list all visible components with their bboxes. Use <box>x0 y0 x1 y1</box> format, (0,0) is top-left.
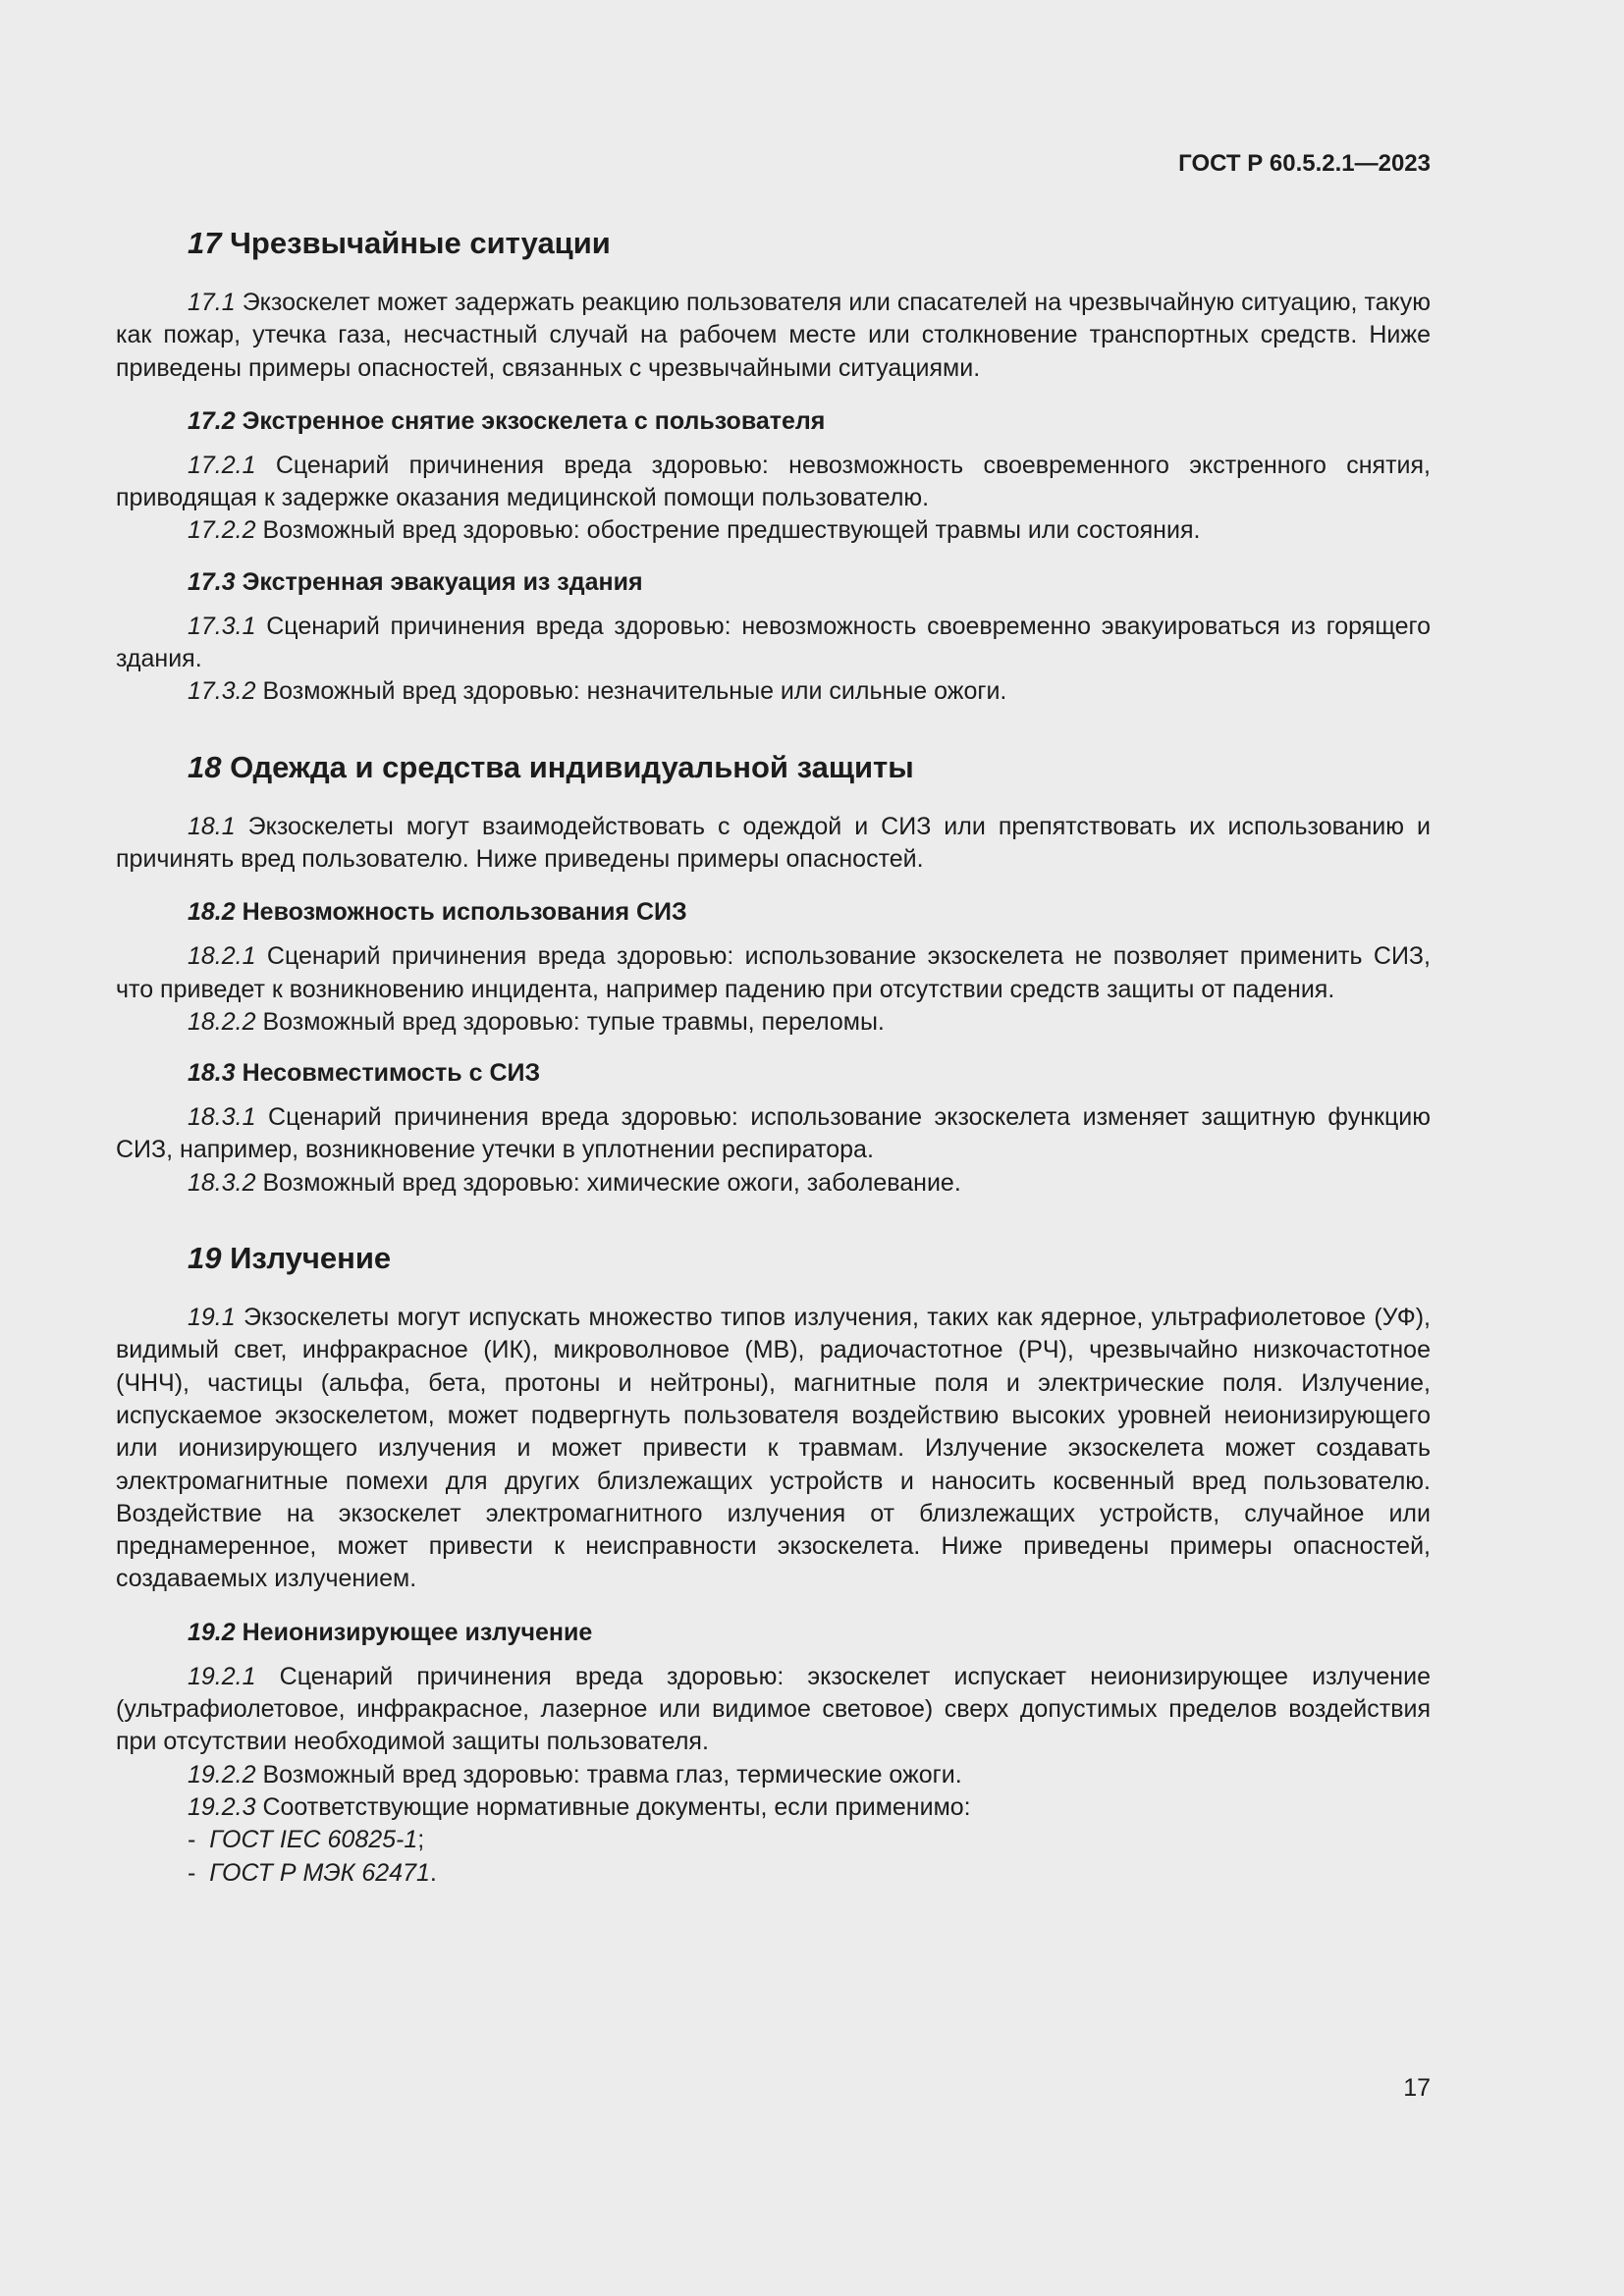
list-punctuation: . <box>429 1858 437 1887</box>
subsection-17-2-heading <box>188 404 1431 438</box>
standard-reference: ГОСТ IEC 60825-1 <box>209 1826 418 1854</box>
subsection-number: 17.3 <box>188 567 236 596</box>
subsection-number: 18.3 <box>188 1059 236 1088</box>
paragraph-18-3-2 <box>116 1167 1431 1200</box>
section-number: 18 <box>188 749 222 784</box>
clause-text: Возможный вред здоровью: тупые травмы, переломы. <box>262 1007 885 1036</box>
paragraph-18-3-1 <box>116 1101 1431 1167</box>
clause-text: Экзоскелет может задержать реакцию пользователя или спасателей на чрезвычайную ситуацию, такую как пожар, утечка газа, несчастный случай на рабочем месте или столкновение транспортных средств. Ниже приведены примеры опасностей, связанных с чрезвычайными ситуациями. <box>116 289 1431 382</box>
clause-text: Возможный вред здоровью: обострение предшествующей травмы или состояния. <box>262 516 1201 545</box>
page-number: 17 <box>1403 2074 1431 2102</box>
subsection-title: Экстренное снятие экзоскелета с пользователя <box>242 406 826 435</box>
spacer <box>116 1200 1431 1239</box>
list-dash: - <box>188 1858 196 1887</box>
clause-text: Экзоскелеты могут взаимодействовать с одеждой и СИЗ или препятствовать их использованию и причинять вред пользователю. Ниже приведены примеры опасностей. <box>116 812 1431 873</box>
paragraph-18-2-1 <box>116 940 1431 1006</box>
clause-number: 18.3.1 <box>188 1103 256 1132</box>
document-code: ГОСТ Р 60.5.2.1—2023 <box>1178 150 1431 177</box>
clause-number: 18.2.2 <box>188 1007 256 1036</box>
subsection-19-2-heading <box>188 1616 1431 1649</box>
paragraph-17-2-2 <box>116 514 1431 547</box>
paragraph-17-1 <box>116 287 1431 385</box>
clause-text: Возможный вред здоровью: незначительные или сильные ожоги. <box>262 677 1007 706</box>
subsection-17-3-heading <box>188 565 1431 599</box>
subsection-18-2-heading <box>188 895 1431 929</box>
paragraph-19-1 <box>116 1302 1431 1596</box>
standard-reference: ГОСТ Р МЭК 62471 <box>209 1858 430 1887</box>
section-title: Излучение <box>230 1241 392 1276</box>
clause-text: Возможный вред здоровью: травма глаз, термические ожоги. <box>262 1760 962 1789</box>
section-17-heading <box>188 224 1431 263</box>
clause-number: 17.1 <box>188 289 236 316</box>
list-item <box>188 1824 1431 1856</box>
clause-text: Экзоскелеты могут испускать множество типов излучения, таких как ядерное, ультрафиолетовое (УФ), видимый свет, инфракрасное (ИК), микроволновое (МВ), радиочастотное (РЧ), чрезвычайно низкочастотное (ЧНЧ), частицы (альфа, бета, протоны и нейтроны), магнитные поля и электрические поля. Излучение, испускаемое экзоскелетом, может подвергнуть пользователя воздействию высоких уровней неионизирующего или ионизирующего излучения и может привести к травмам. Излучение экзоскелета может создавать электромагнитные помехи для других близлежащих устройств и наносить косвенный вред пользователю. Воздействие на экзоскелет электромагнитного излучения от близлежащих устройств, случайное или преднамеренное, может привести к неисправности экзоскелета. Ниже приведены примеры опасностей, создаваемых излучением. <box>116 1304 1431 1593</box>
list-punctuation: ; <box>417 1826 425 1854</box>
list-item <box>188 1857 1431 1890</box>
paragraph-18-2-2 <box>116 1006 1431 1039</box>
spacer <box>116 709 1431 748</box>
subsection-number: 19.2 <box>188 1618 236 1646</box>
paragraph-18-1 <box>116 811 1431 877</box>
section-title: Чрезвычайные ситуации <box>230 226 611 260</box>
clause-text: Возможный вред здоровью: химические ожоги, заболевание. <box>262 1168 961 1197</box>
section-number: 19 <box>188 1241 222 1276</box>
section-18-heading <box>188 748 1431 787</box>
section-title: Одежда и средства индивидуальной защиты <box>230 749 914 784</box>
clause-text: Сценарий причинения вреда здоровью: использование экзоскелета изменяет защитную функцию СИЗ, например, возникновение утечки в уплотнении респиратора. <box>116 1103 1432 1164</box>
page-content <box>116 224 1431 1890</box>
section-19-heading <box>188 1239 1431 1278</box>
subsection-18-3-heading <box>188 1056 1431 1090</box>
list-dash: - <box>188 1826 196 1854</box>
paragraph-17-3-1 <box>116 611 1431 676</box>
clause-number: 18.3.2 <box>188 1168 256 1197</box>
subsection-title: Экстренная эвакуация из здания <box>242 567 643 596</box>
clause-text: Сценарий причинения вреда здоровью: экзоскелет испускает неионизирующее излучение (ультрафиолетовое, инфракрасное, лазерное или видимое световое) сверх допустимых пределов воздействия при отсутствии необходимой защиты пользователя. <box>116 1662 1431 1756</box>
clause-number: 17.3.2 <box>188 677 256 706</box>
clause-number: 17.3.1 <box>188 612 256 640</box>
subsection-title: Невозможность использования СИЗ <box>242 898 687 927</box>
subsection-number: 18.2 <box>188 898 236 927</box>
clause-text: Сценарий причинения вреда здоровью: невозможность своевременного экстренного снятия, приводящая к задержке оказания медицинской помощи пользователю. <box>116 451 1431 512</box>
clause-number: 19.2.1 <box>188 1662 256 1690</box>
clause-text: Соответствующие нормативные документы, если применимо: <box>262 1792 971 1821</box>
subsection-title: Неионизирующее излучение <box>242 1618 593 1646</box>
subsection-number: 17.2 <box>188 406 236 435</box>
paragraph-19-2-2 <box>116 1759 1431 1791</box>
paragraph-17-3-2 <box>116 675 1431 708</box>
clause-number: 17.2.1 <box>188 451 256 479</box>
paragraph-17-2-1 <box>116 450 1431 515</box>
section-number: 17 <box>188 226 222 260</box>
clause-number: 19.2.2 <box>188 1760 256 1789</box>
paragraph-19-2-3 <box>116 1791 1431 1824</box>
clause-text: Сценарий причинения вреда здоровью: использование экзоскелета не позволяет применить СИЗ, что приведет к возникновению инцидента, например падению при отсутствии средств защиты от падения. <box>116 942 1431 1003</box>
paragraph-19-2-1 <box>116 1661 1431 1759</box>
clause-number: 19.1 <box>188 1304 236 1332</box>
clause-number: 18.1 <box>188 812 236 840</box>
clause-text: Сценарий причинения вреда здоровью: невозможность своевременно эвакуироваться из горящего здания. <box>116 612 1432 673</box>
clause-number: 17.2.2 <box>188 516 256 545</box>
clause-number: 18.2.1 <box>188 942 256 971</box>
subsection-title: Несовместимость с СИЗ <box>242 1059 541 1088</box>
clause-number: 19.2.3 <box>188 1792 256 1821</box>
